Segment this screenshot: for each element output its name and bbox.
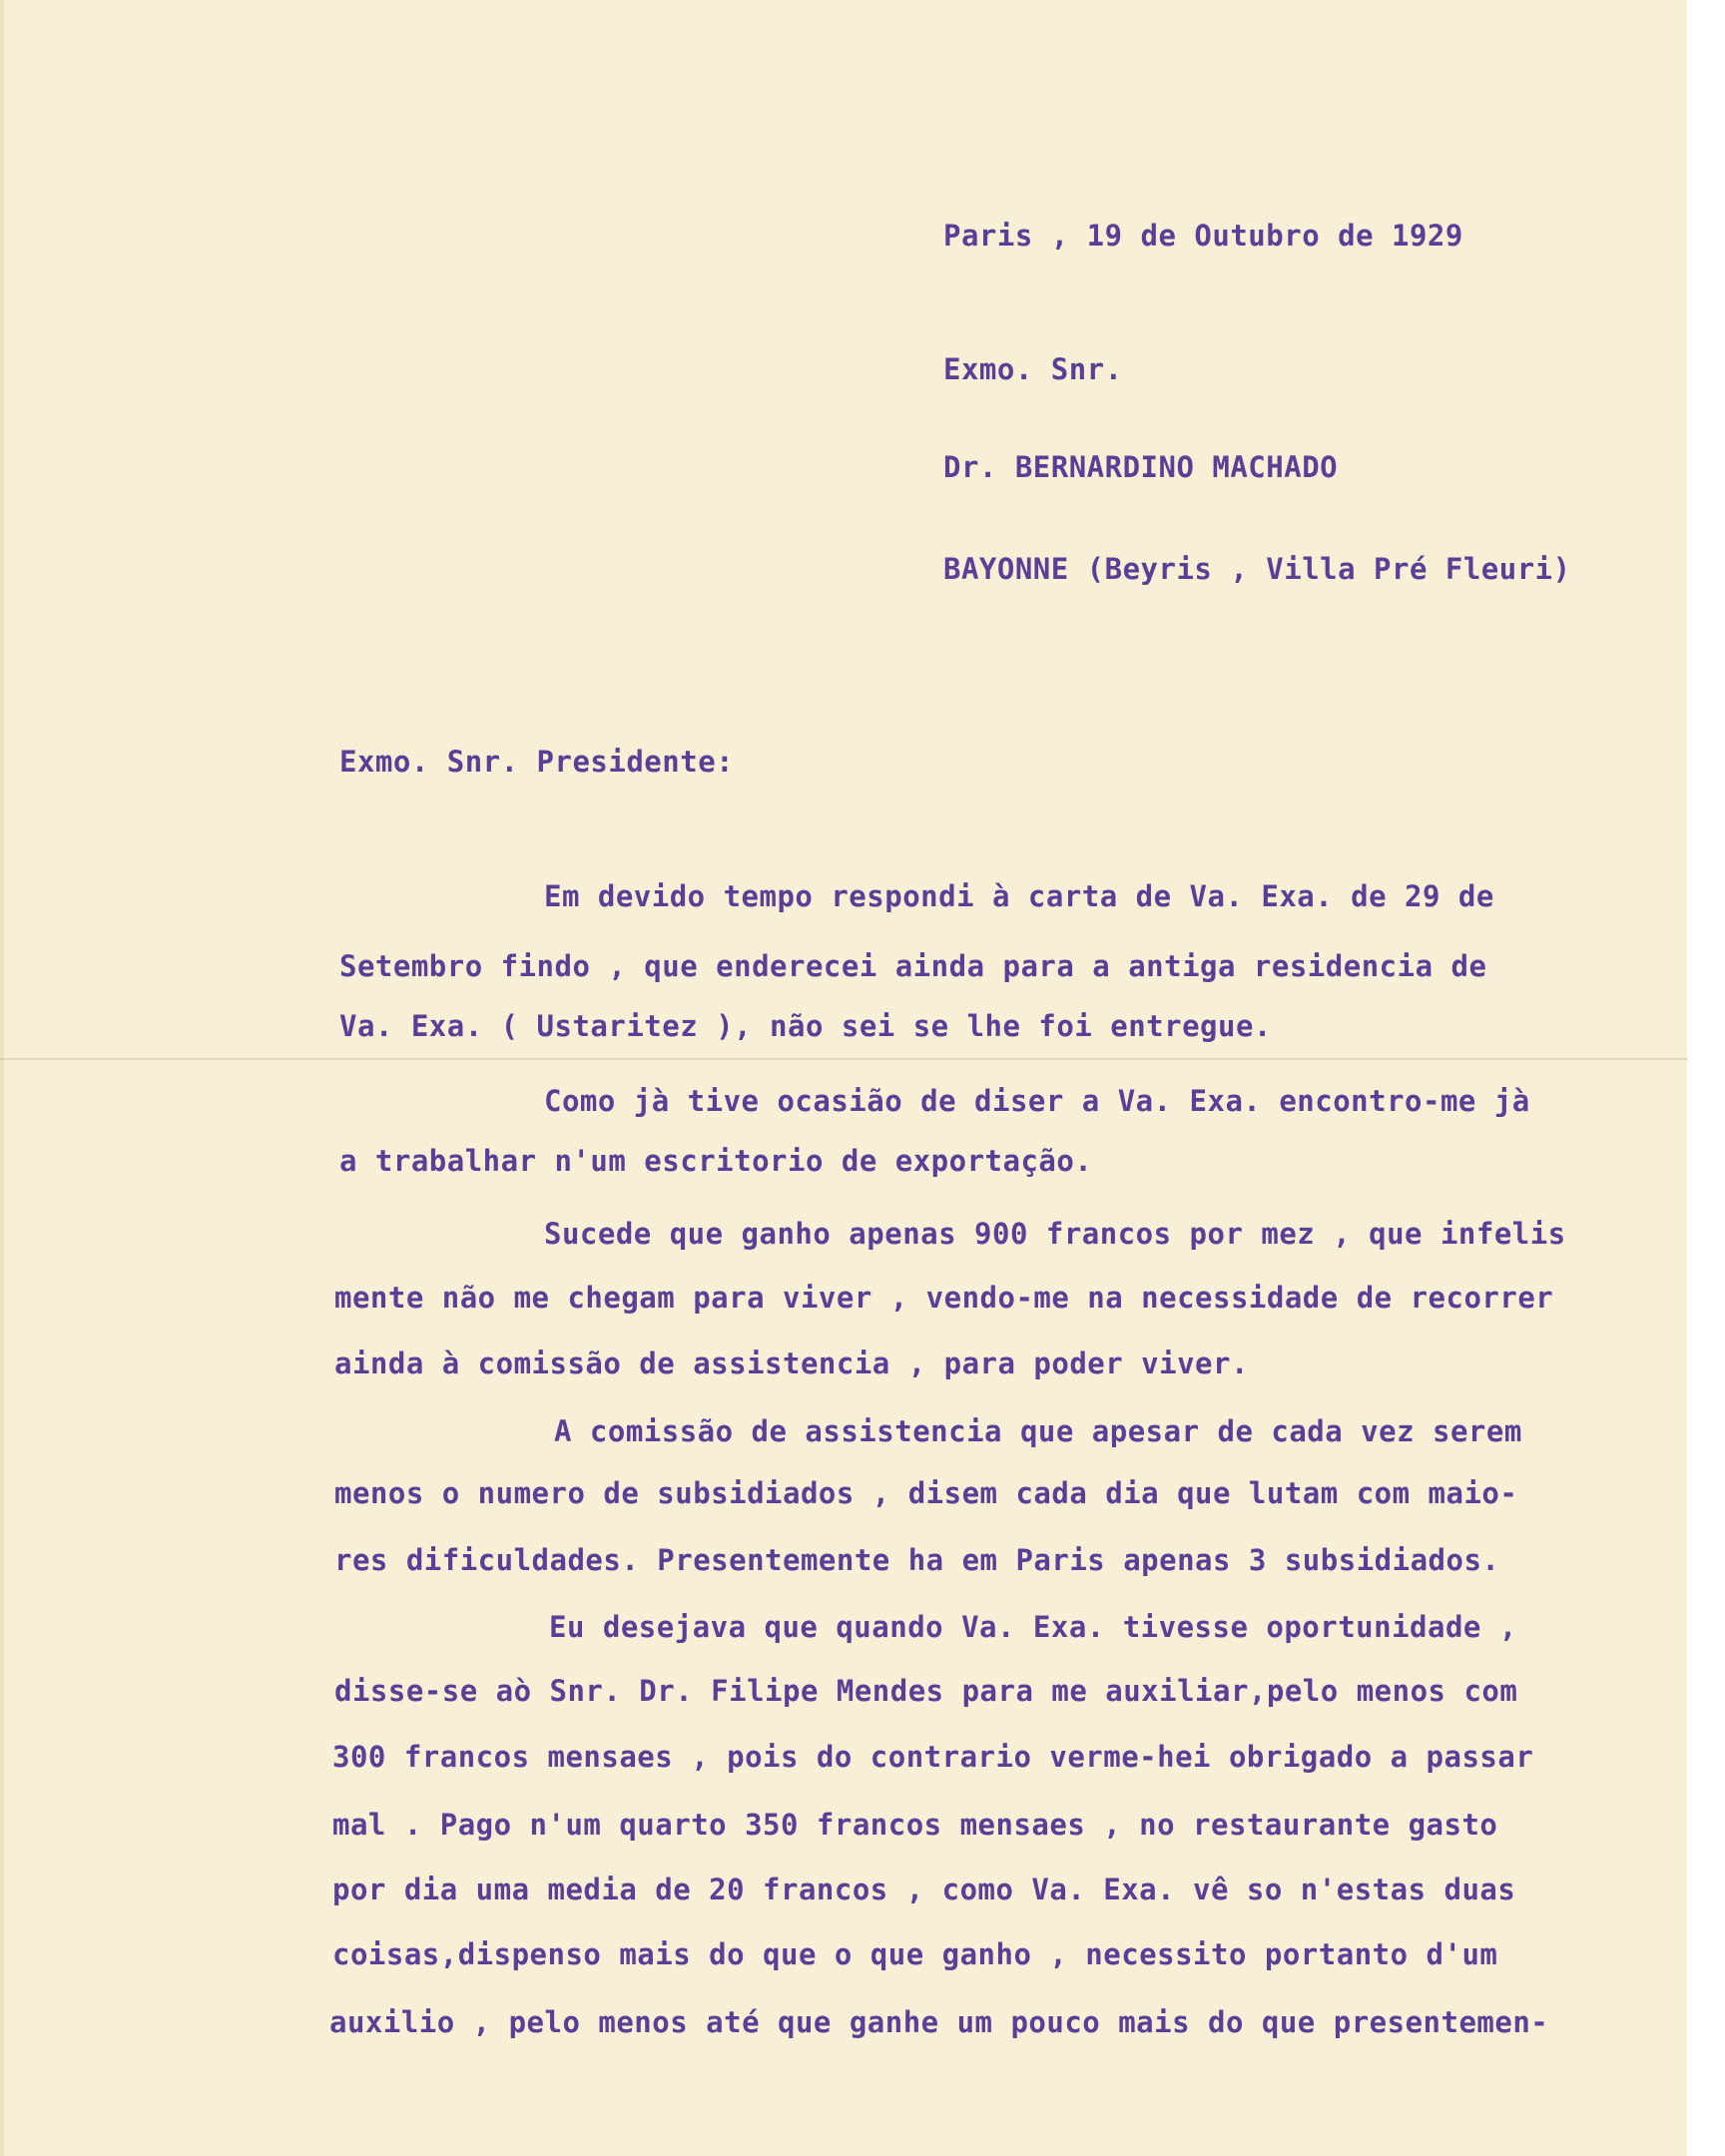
body-line: a trabalhar n'um escritorio de exportação. — [339, 1144, 1093, 1178]
body-line: Va. Exa. ( Ustaritez ), não sei se lhe foi entregue. — [339, 1009, 1272, 1043]
body-line: coisas,dispenso mais do que o que ganho , necessito portanto d'um — [332, 1937, 1498, 1971]
body-line: 300 francos mensaes , pois do contrario verme-hei obrigado a passar — [332, 1740, 1534, 1774]
body-line: por dia uma media de 20 francos , como Va. Exa. vê so n'estas duas — [332, 1873, 1516, 1906]
body-line: Setembro findo , que enderecei ainda para a antiga residencia de — [339, 949, 1487, 983]
body-line: Como jà tive ocasião de diser a Va. Exa. encontro-me jà — [544, 1084, 1530, 1118]
salutation: Exmo. Snr. Presidente: — [339, 745, 735, 779]
recipient-title: Exmo. Snr. — [943, 352, 1123, 386]
recipient-name: Dr. BERNARDINO MACHADO — [943, 450, 1339, 484]
body-line: menos o numero de subsidiados , disem cada dia que lutam com maio- — [334, 1476, 1518, 1510]
body-line: Sucede que ganho apenas 900 francos por mez , que infelis — [544, 1217, 1566, 1251]
body-line: A comissão de assistencia que apesar de cada vez serem — [554, 1414, 1522, 1448]
body-line: res dificuldades. Presentemente ha em Paris apenas 3 subsidiados. — [334, 1543, 1500, 1577]
body-line: ainda à comissão de assistencia , para poder viver. — [334, 1347, 1249, 1380]
body-line: mal . Pago n'um quarto 350 francos mensaes , no restaurante gasto — [332, 1808, 1498, 1842]
body-line: auxilio , pelo menos até que ganhe um pouco mais do que presentemen- — [329, 2005, 1549, 2039]
paper-fold — [0, 1058, 1687, 1060]
place-date: Paris , 19 de Outubro de 1929 — [943, 219, 1463, 253]
show-through-shadow — [299, 110, 1597, 112]
body-line: mente não me chegam para viver , vendo-me na necessidade de recorrer — [334, 1281, 1554, 1315]
body-line: Em devido tempo respondi à carta de Va. Exa. de 29 de — [544, 879, 1494, 913]
body-line: Eu desejava que quando Va. Exa. tivesse oportunidade , — [549, 1610, 1517, 1644]
body-line: disse-se aò Snr. Dr. Filipe Mendes para me auxiliar,pelo menos com — [334, 1674, 1518, 1708]
recipient-address: BAYONNE (Beyris , Villa Pré Fleuri) — [943, 552, 1571, 586]
